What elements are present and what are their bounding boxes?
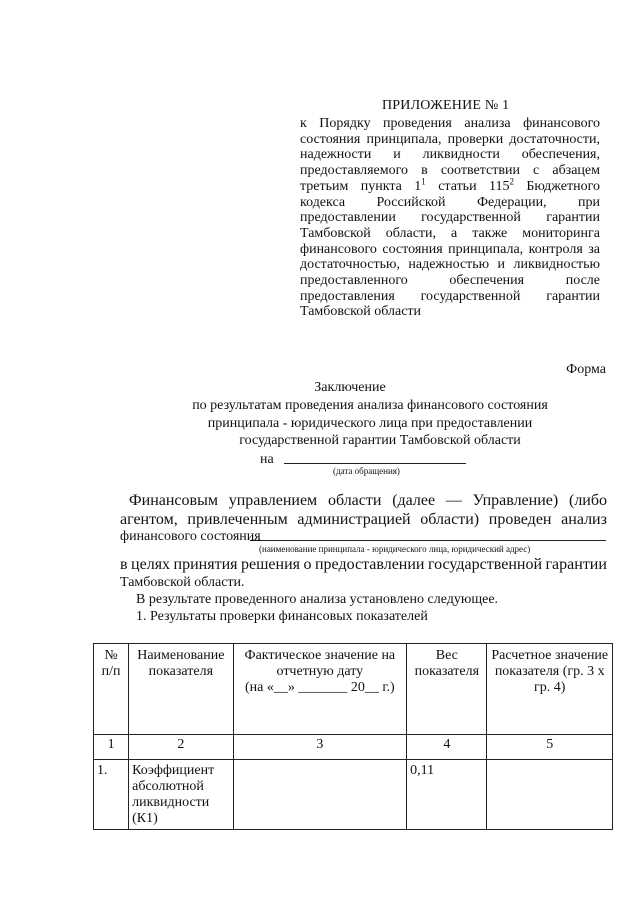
table-row xyxy=(94,760,613,830)
word: агентом, xyxy=(120,511,178,528)
paragraph-line: Тамбовской области. xyxy=(120,575,245,590)
column-number: 1 xyxy=(94,735,129,760)
paragraph-line: финансового состояния xyxy=(120,529,261,544)
row-weight-cell: 0,11 xyxy=(407,760,487,830)
header-cell-actual xyxy=(233,644,407,735)
column-number: 4 xyxy=(407,735,487,760)
word: целях xyxy=(131,556,171,573)
word: области xyxy=(327,492,382,509)
word: предоставлении xyxy=(314,556,425,573)
word: проведен xyxy=(488,511,552,528)
word: в xyxy=(120,556,128,573)
paragraph-line xyxy=(129,492,607,510)
appendix-description xyxy=(300,116,600,320)
word: решения xyxy=(241,556,301,573)
header-actual-line2: (на «__» _______ 20__ г.) xyxy=(244,680,395,695)
date-field-line[interactable] xyxy=(284,463,466,464)
column-number: 2 xyxy=(129,735,233,760)
date-prefix: на xyxy=(260,452,274,467)
row-name-cell: Коэффициент абсолютной ликвидности (К1) xyxy=(129,760,233,830)
word: о xyxy=(303,556,312,573)
footnote-superscript-1: 1 xyxy=(421,176,426,187)
row-number-cell: 1. xyxy=(94,760,129,830)
word: — xyxy=(445,492,462,509)
table-column-numbers-row xyxy=(94,735,613,760)
word: (далее xyxy=(392,492,436,509)
word: области) xyxy=(420,511,480,528)
appendix-title: ПРИЛОЖЕНИЕ № 1 xyxy=(382,98,510,113)
word: принятия xyxy=(173,556,238,573)
document-subtitle-line2: принципала - юридического лица при предоставлении xyxy=(207,416,533,431)
appendix-text-part2: статьи 115 xyxy=(425,178,510,194)
column-number: 5 xyxy=(487,735,613,760)
footnote-superscript-2: 2 xyxy=(509,176,514,187)
word: привлеченным xyxy=(187,511,288,528)
word: государственной xyxy=(427,556,542,573)
principal-field-line[interactable] xyxy=(250,540,606,541)
financial-indicators-table xyxy=(93,643,613,830)
word: управлением xyxy=(228,492,318,509)
document-subtitle-line3: государственной гарантии Тамбовской области xyxy=(239,433,521,448)
section-heading: 1. Результаты проверки финансовых показателей xyxy=(136,609,428,624)
word: Управление) xyxy=(472,492,559,509)
analysis-paragraph: В результате проведенного анализа установлено следующее. xyxy=(136,592,499,607)
header-actual-line1: Фактическое значение на отчетную дату xyxy=(244,648,396,679)
paragraph-line xyxy=(120,511,607,529)
document-subtitle-line1: по результатам проведения анализа финансового состояния xyxy=(192,398,548,413)
header-cell-weight: Вес показателя xyxy=(407,644,487,735)
header-cell-calculated: Расчетное значение показателя (гр. 3 х гр. 4) xyxy=(487,644,613,735)
form-label: Форма xyxy=(566,362,606,377)
column-number: 3 xyxy=(233,735,407,760)
header-cell-name: Наименование показателя xyxy=(129,644,233,735)
date-field-hint: (дата обращения) xyxy=(333,466,400,476)
row-actual-cell[interactable] xyxy=(233,760,407,830)
word: Финансовым xyxy=(129,492,218,509)
document-title: Заключение xyxy=(314,380,386,395)
word: гарантии xyxy=(545,556,607,573)
word: анализ xyxy=(561,511,607,528)
row-calculated-cell[interactable] xyxy=(487,760,613,830)
word: администрацией xyxy=(297,511,411,528)
table-header-row xyxy=(94,644,613,735)
header-cell-number: № п/п xyxy=(94,644,129,735)
appendix-text-part3: Бюджетного кодекса Российской Федерации, при предоставлении государственной гарантии Тамбовской области, а также мониторинга финансового состояния принципала, контроля за достаточностью, надежностью и ликвидностью предоставленного обеспечения после предоставления государственной гарантии Тамбовской области xyxy=(300,178,600,320)
principal-field-hint: (наименование принципала - юридического лица, юридический адрес) xyxy=(259,544,531,554)
paragraph-line xyxy=(120,556,607,574)
appendix-text-part1: к Порядку проведения анализа финансового состояния принципала, проверки достаточности, надежности и ликвидности обеспечения, предоставляемого в соответствии с абзацем третьим пункта 1 xyxy=(300,116,600,194)
word: (либо xyxy=(568,492,607,509)
